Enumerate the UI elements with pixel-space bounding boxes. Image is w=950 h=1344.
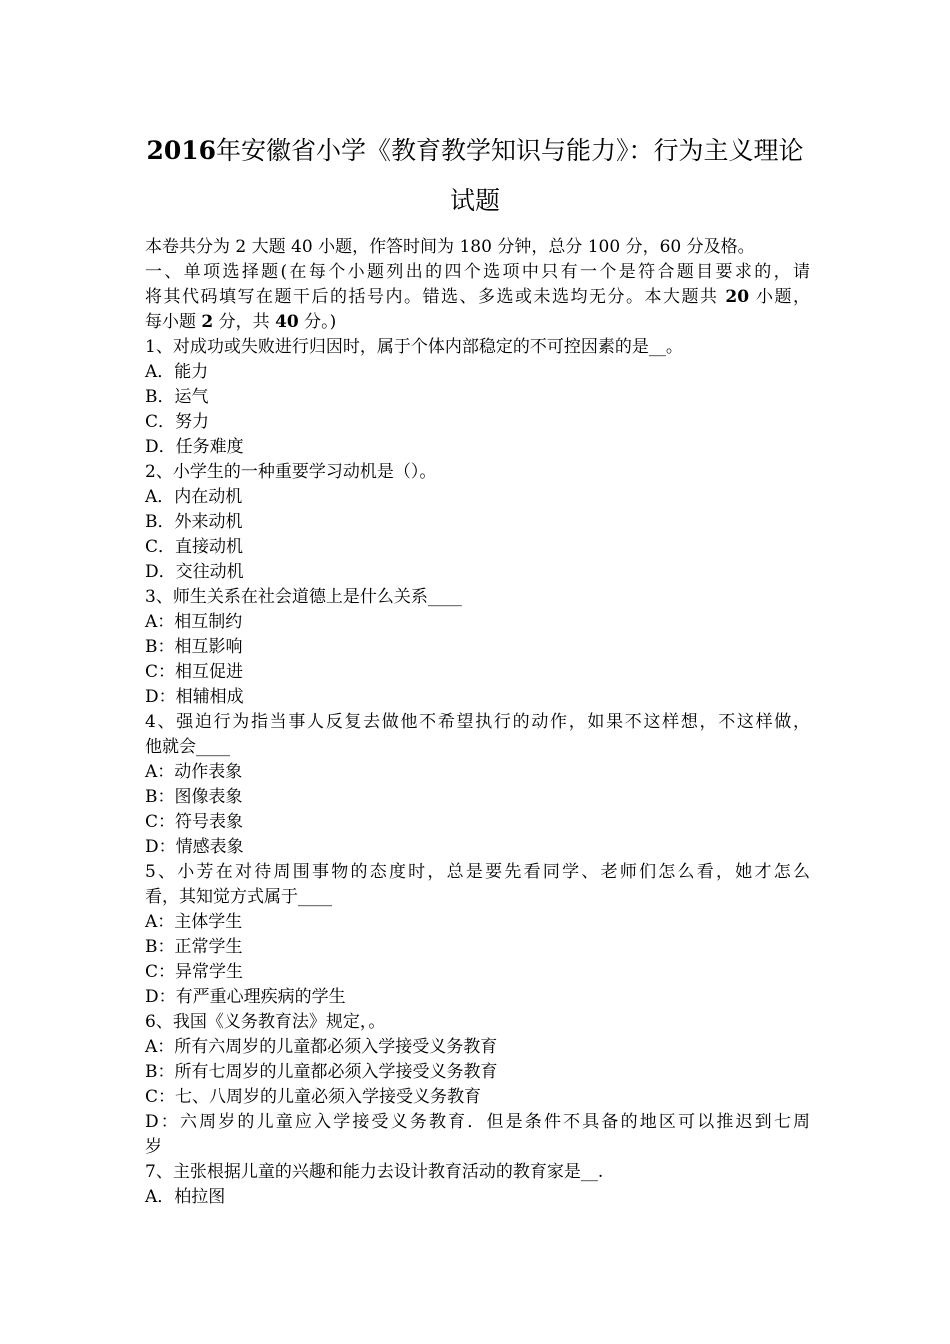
option-b: B：相互影响 <box>145 637 243 657</box>
option-b: B．运气 <box>145 387 209 407</box>
question-stem: 3、师生关系在社会道德上是什么关系____ <box>145 587 462 607</box>
option-c: C：七、八周岁的儿童必须入学接受义务教育 <box>145 1087 482 1107</box>
question-4 <box>145 710 810 860</box>
question-stem: 7、主张根据儿童的兴趣和能力去设计教育活动的教育家是__. <box>145 1162 604 1182</box>
document-body <box>145 235 810 1210</box>
option-b: B．外来动机 <box>145 512 243 532</box>
option-d: D：相辅相成 <box>145 687 244 707</box>
question-stem: 6、我国《义务教育法》规定，。 <box>145 1012 386 1032</box>
title-text: 年安徽省小学《教育教学知识与能力》：行为主义理论 <box>216 136 804 165</box>
question-stem: 2、小学生的一种重要学习动机是（）。 <box>145 462 437 482</box>
question-5 <box>145 860 810 1010</box>
option-c: C．努力 <box>145 412 210 432</box>
option-d: D：有严重心理疾病的学生 <box>145 987 346 1007</box>
section-instructions-line-2: 将其代码填写在题干后的括号内。错选、多选或未选均无分。本大题共 20 小题， <box>145 287 810 307</box>
option-a: A：动作表象 <box>145 762 243 782</box>
section-instructions-line-1: 一、单项选择题(在每个小题列出的四个选项中只有一个是符合题目要求的，请 <box>145 262 810 282</box>
question-stem-line-1: 4、强迫行为指当事人反复去做他不希望执行的动作，如果不这样想，不这样做， <box>145 712 810 732</box>
document-title-line-2: 试题 <box>449 186 500 215</box>
question-stem: 1、对成功或失败进行归因时，属于个体内部稳定的不可控因素的是__。 <box>145 337 683 357</box>
option-b: B：正常学生 <box>145 937 243 957</box>
question-stem-line-2: 他就会____ <box>145 737 230 757</box>
option-a: A：主体学生 <box>145 912 243 932</box>
option-d-line-2: 岁 <box>145 1137 162 1157</box>
option-d: D．交往动机 <box>145 562 244 582</box>
option-c: C：符号表象 <box>145 812 244 832</box>
option-b: B：所有七周岁的儿童都必须入学接受义务教育 <box>145 1062 498 1082</box>
option-a: A．能力 <box>145 362 209 382</box>
exam-intro: 本卷共分为 2 大题 40 小题，作答时间为 180 分钟，总分 100 分，60 分及格。 <box>145 237 755 257</box>
option-d-line-1: D：六周岁的儿童应入学接受义务教育．但是条件不具备的地区可以推迟到七周 <box>145 1112 810 1132</box>
option-d: D．任务难度 <box>145 437 244 457</box>
option-a: A．柏拉图 <box>145 1187 226 1207</box>
option-a: A：所有六周岁的儿童都必须入学接受义务教育 <box>145 1037 498 1057</box>
option-a: A．内在动机 <box>145 487 243 507</box>
document-title-line-1 <box>100 136 850 166</box>
question-stem-line-2: 看，其知觉方式属于____ <box>145 887 332 907</box>
title-year: 2016 <box>146 136 217 165</box>
option-b: B：图像表象 <box>145 787 243 807</box>
option-c: C：异常学生 <box>145 962 244 982</box>
question-6 <box>145 1010 810 1160</box>
question-7 <box>145 1160 810 1210</box>
question-stem-line-1: 5、小芳在对待周围事物的态度时，总是要先看同学、老师们怎么看，她才怎么 <box>145 862 810 882</box>
option-c: C：相互促进 <box>145 662 244 682</box>
question-1 <box>145 335 810 460</box>
option-d: D：情感表象 <box>145 837 244 857</box>
option-c: C．直接动机 <box>145 537 244 557</box>
option-a: A：相互制约 <box>145 612 243 632</box>
question-3 <box>145 585 810 710</box>
section-instructions-line-3: 每小题 2 分，共 40 分。) <box>145 312 337 332</box>
question-2 <box>145 460 810 585</box>
